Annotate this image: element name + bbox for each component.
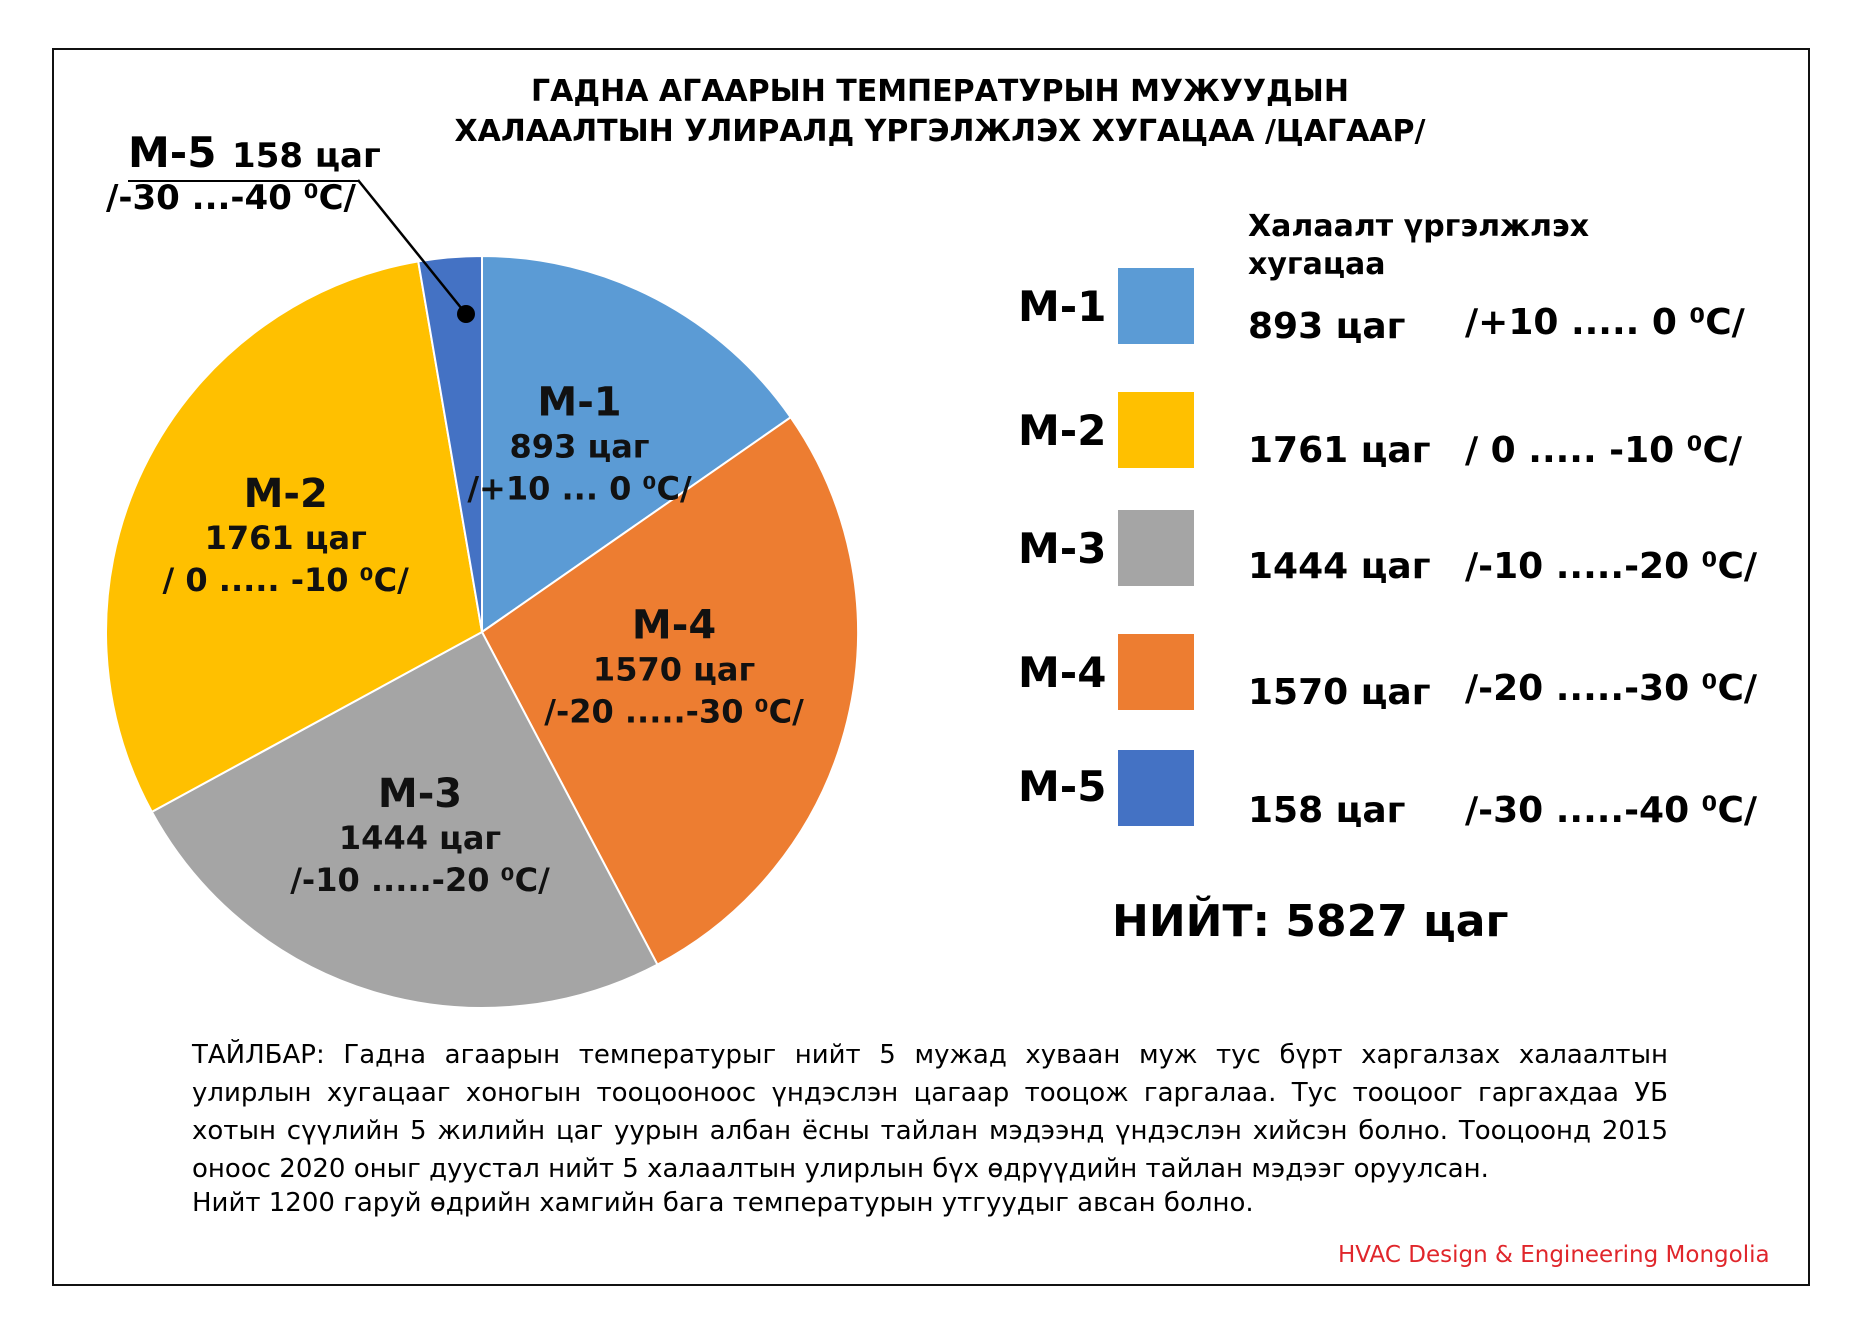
legend-range-m2: / 0 ..... -10 ⁰С/ [1465, 430, 1743, 471]
slice-m1-range: /+10 ... 0 ⁰С/ [467, 469, 692, 508]
legend-swatch-m3 [1118, 510, 1194, 586]
legend-key-m2: М-2 [1018, 406, 1107, 455]
slice-m1-label: М-1 [537, 379, 622, 426]
callout-dot [457, 305, 475, 323]
legend-key-m1: М-1 [1018, 282, 1107, 331]
slice-m4-label: М-4 [631, 602, 717, 649]
total-hours: НИЙТ: 5827 цаг [1112, 896, 1509, 947]
slice-m2-hours: 1761 цаг [204, 518, 367, 557]
legend-range-m1: /+10 ..... 0 ⁰С/ [1465, 302, 1745, 343]
legend-key-m5: М-5 [1018, 762, 1107, 811]
legend-hours-m4: 1570 цаг [1248, 672, 1431, 713]
legend-swatch-m4 [1118, 634, 1194, 710]
chart-title-line-2: ХАЛААЛТЫН УЛИРАЛД ҮРГЭЛЖЛЭХ ХУГАЦАА /ЦАГААР/ [454, 114, 1426, 149]
slice-m3-label: М-3 [377, 771, 463, 818]
legend-header [1248, 208, 1668, 284]
legend-range-m5: /-30 .....-40 ⁰С/ [1465, 790, 1758, 831]
m5-callout-hours: 158 цаг [232, 136, 381, 176]
legend-hours-m5: 158 цаг [1248, 790, 1406, 831]
legend-swatch-m1 [1118, 268, 1194, 344]
explanation-note: ТАЙЛБАР: Гадна агаарын температурыг нийт 5 мужад хуваан муж тус бүрт харгалзах халаалтын улирлын хугацааг хоногын тооцооноос үндэслэн цагаар тооцож гаргалаа. Тус тооцоог гаргахдаа УБ хотын сүүлийн 5 жилийн цаг уурын албан ёсны тайлан мэдээнд үндэслэн хийсэн болно. Тооцоонд 2015 оноос 2020 оныг дуустал нийт 5 халаалтын улирлын бүх өдрүүдийн тайлан мэдээг оруулсан. [192, 1040, 1668, 1184]
legend-range-m4: /-20 .....-30 ⁰С/ [1465, 668, 1758, 709]
legend-hours-m2: 1761 цаг [1248, 430, 1431, 471]
slice-m3-range: /-10 .....-20 ⁰С/ [290, 861, 550, 900]
legend-key-m3: М-3 [1018, 524, 1107, 573]
slice-m4-hours: 1570 цаг [592, 650, 756, 689]
legend-swatch-m5 [1118, 750, 1194, 826]
legend-hours-m1: 893 цаг [1248, 306, 1406, 347]
legend-hours-m3: 1444 цаг [1248, 546, 1431, 587]
m5-callout-range: /-30 ...-40 ⁰С/ [106, 178, 356, 218]
m5-callout-label: М-5 [128, 128, 217, 177]
slice-m4-range: /-20 .....-30 ⁰С/ [544, 692, 804, 731]
slice-m2-range: / 0 ..... -10 ⁰С/ [162, 560, 409, 599]
legend-header-line-2: хугацаа [1248, 247, 1386, 282]
legend-range-m3: /-10 .....-20 ⁰С/ [1465, 546, 1758, 587]
credit-text: HVAC Design & Engineering Mongolia [1338, 1242, 1770, 1268]
m5-callout [128, 128, 381, 177]
slice-m3-hours: 1444 цаг [338, 819, 502, 858]
explanation-note-last-line: Нийт 1200 гаруй өдрийн хамгийн бага температурын утгуудыг авсан болно. [192, 1188, 1254, 1218]
legend-swatch-m2 [1118, 392, 1194, 468]
legend-header-line-1: Халаалт үргэлжлэх [1248, 209, 1590, 244]
legend-key-m4: М-4 [1018, 648, 1107, 697]
chart-title-line-1: ГАДНА АГААРЫН ТЕМПЕРАТУРЫН МУЖУУДЫН [531, 74, 1349, 109]
slice-m1-hours: 893 цаг [509, 427, 650, 466]
slice-m2-label: М-2 [243, 470, 328, 517]
